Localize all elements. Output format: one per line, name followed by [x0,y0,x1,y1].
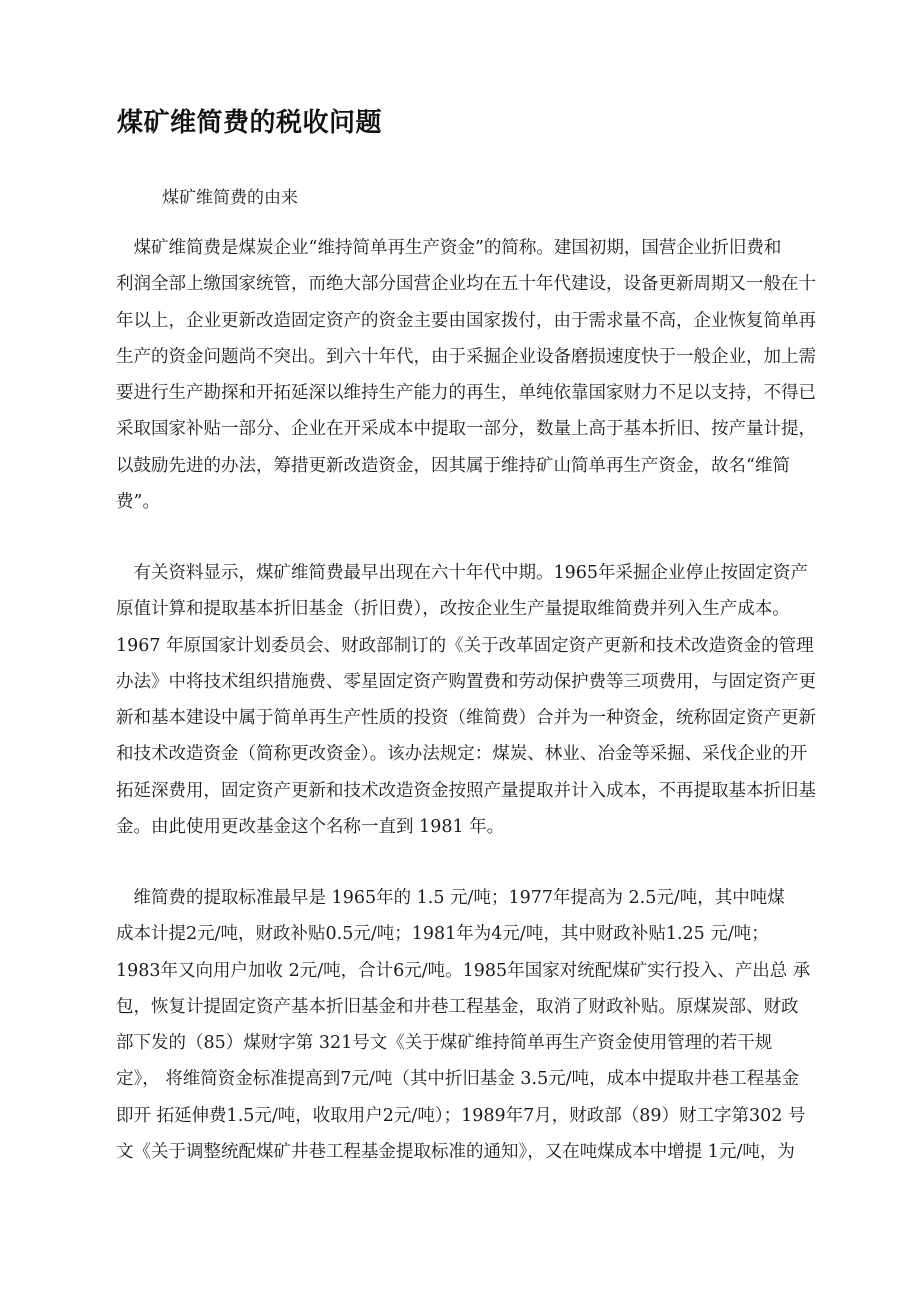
text-line: 金。由此使用更改基金这个名称一直到 1981 年。 [116,817,505,838]
text-line: 包，恢复计提固定资产基本折旧基金和井巷工程基金，取消了财政补贴。原煤炭部、财政 [116,996,799,1017]
text-line: 煤矿维简费是煤炭企业“维持简单再生产资金”的简称。建国初期，国营企业折旧费和 [116,238,782,258]
text-line: 生产的资金问题尚不突出。到六十年代，由于采掘企业设备磨损速度快于一般企业，加上需 [116,346,816,367]
paragraph-history [116,555,876,845]
text-line: 成本计提2元/吨，财政补贴0.5元/吨；1981年为4元/吨，其中财政补贴1.25 元/吨； [116,924,769,945]
section-heading: 煤矿维简费的由来 [162,188,298,208]
text-line: 办法》中将技术组织措施费、零星固定资产购置费和劳动保护费等三项费用，与固定资产更 [116,671,816,692]
text-line: 1983年又向用户加收 2元/吨，合计6元/吨。1985年国家对统配煤矿实行投入、产出总 承 [116,960,811,981]
text-line: 部下发的（85）煤财字第 321号文《关于煤矿维持简单再生产资金使用管理的若干规 [116,1033,773,1054]
text-line: 利润全部上缴国家统管，而绝大部分国营企业均在五十年代建设，设备更新周期又一般在十 [116,274,816,295]
page-title: 煤矿维简费的税收问题 [117,108,383,138]
text-line: 原值计算和提取基本折旧基金（折旧费），改按企业生产量提取维简费并列入生产成本。 [116,599,790,620]
text-line: 和技术改造资金（简称更改资金）。该办法规定：煤炭、林业、冶金等采掘、采伐企业的开 [116,744,808,765]
text-line: 维简费的提取标准最早是 1965年的 1.5 元/吨；1977年提高为 2.5元/吨，其中吨煤 [116,888,785,908]
paragraph-origin [116,230,876,520]
text-line: 新和基本建设中属于简单再生产性质的投资（维简费）合并为一种资金，统称固定资产更新 [116,708,816,729]
text-line: 拓延深费用，固定资产更新和技术改造资金按照产量提取并计入成本，不再提取基本折旧基 [116,780,816,801]
text-line: 采取国家补贴一部分、企业在开采成本中提取一部分，数量上高于基本折旧、按产量计提， [116,419,816,440]
text-line: 1967 年原国家计划委员会、财政部制订的《关于改革固定资产更新和技术改造资金的管理 [116,635,814,656]
text-line: 有关资料显示，煤矿维简费最早出现在六十年代中期。1965年采掘企业停止按固定资产 [116,563,809,583]
text-line: 即开 拓延伸费1.5元/吨，收取用户2元/吨）；1989年7月，财政部（89）财工字第302 号 [116,1105,806,1126]
text-line: 文《关于调整统配煤矿井巷工程基金提取标准的通知》，又在吨煤成本中增提 1元/吨，为 [116,1142,795,1163]
paragraph-standards [116,880,876,1170]
text-line: 定》， 将维简资金标准提高到7元/吨（其中折旧基金 3.5元/吨，成本中提取井巷工程基金 [116,1069,800,1090]
text-line: 年以上，企业更新改造固定资产的资金主要由国家拨付，由于需求量不高，企业恢复简单再 [116,310,816,331]
text-line: 费”。 [116,492,160,513]
text-line: 要进行生产勘探和开拓延深以维持生产能力的再生，单纯依靠国家财力不足以支持，不得已 [116,383,816,404]
text-line: 以鼓励先进的办法，筹措更新改造资金，因其属于维持矿山简单再生产资金，故名“维简 [116,455,790,476]
